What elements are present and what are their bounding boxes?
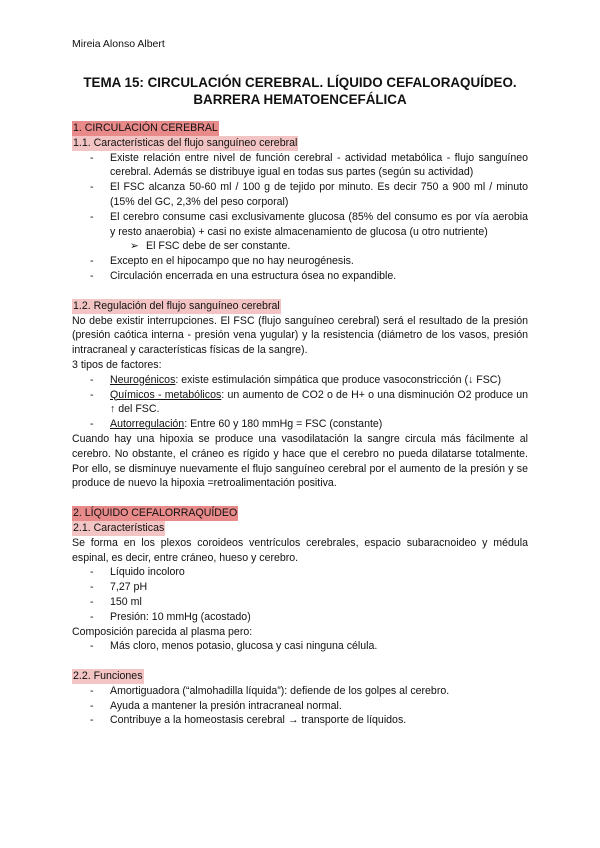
list-item: - Amortiguadora (“almohadilla líquida”): defiende de los golpes al cerebro. <box>72 684 528 699</box>
list-item: - Líquido incoloro <box>72 565 528 580</box>
paragraph: Cuando hay una hipoxia se produce una vasodilatación la sangre circula más fácilmente al cerebro. No obstante, el cráneo es rígido y hace que el cerebro no pueda dilatarse totalmente. Por ello, se disminuye nuevamente el flujo sanguíneo cerebral por el aumento de la presión y se produce de nuevo la hipoxia =retroalimentación positiva. <box>72 432 528 490</box>
paragraph: Composición parecida al plasma pero: <box>72 625 253 638</box>
list-item: - Más cloro, menos potasio, glucosa y casi ninguna célula. <box>72 639 528 654</box>
factor-term: Autorregulación <box>110 418 185 431</box>
list-item: - El cerebro consume casi exclusivamente glucosa (85% del consumo es por vía aerobia y resto anaerobia) + casi no existe almacenamiento de glucosa (u otro nutriente) <box>72 210 528 240</box>
section-heading-2: 2. LÍQUIDO CEFALORRAQUÍDEO <box>73 507 238 520</box>
properties-list <box>72 565 528 624</box>
list-item: - 150 ml <box>72 595 528 610</box>
list-item: - 7,27 pH <box>72 580 528 595</box>
list-item: - El FSC alcanza 50-60 ml / 100 g de tejido por minuto. Es decir 750 a 900 ml / minuto (15% del GC, 2,3% del peso corporal) <box>72 180 528 210</box>
paragraph: Se forma en los plexos coroideos ventrículos cerebrales, espacio subaracnoideo y médula espinal, es decir, entre cráneo, hueso y cerebro. <box>72 536 528 564</box>
section-heading-1: 1. CIRCULACIÓN CEREBRAL <box>73 122 218 134</box>
paragraph: 3 tipos de factores: <box>72 358 162 371</box>
arrow-item-text: El FSC debe de ser constante. <box>146 240 291 253</box>
list-item: - Ayuda a mantener la presión intracraneal normal. <box>72 699 528 714</box>
list-item <box>72 373 528 388</box>
factor-term: Neurogénicos <box>110 373 176 386</box>
list-item: - Existe relación entre nivel de función cerebral - actividad metabólica - flujo sanguíneo cerebral. Además se distribuye igual en todas sus partes (según su actividad) <box>72 151 528 181</box>
title-line-1: TEMA 15: CIRCULACIÓN CEREBRAL. LÍQUIDO CEFALORAQUÍDEO. <box>83 75 517 90</box>
list-item <box>72 417 528 432</box>
features-list <box>72 151 528 240</box>
factor-text: : un aumento de CO2 o de H+ o una disminución O2 produce un ↑ del FSC. <box>110 388 529 416</box>
document-title <box>72 74 528 108</box>
list-item <box>72 388 528 418</box>
subsection-heading-1-1: 1.1. Características del flujo sanguíneo cerebral <box>73 136 298 149</box>
factor-text: : Entre 60 y 180 mmHg = FSC (constante) <box>184 418 383 431</box>
features-list-continued <box>72 254 528 284</box>
author-name: Mireia Alonso Albert <box>72 38 165 50</box>
title-line-2: BARRERA HEMATOENCEFÁLICA <box>193 92 407 107</box>
paragraph: No debe existir interrupciones. El FSC (flujo sanguíneo cerebral) será el resultado de la presión (presión caótica interna - presión vena yugular) y la resistencia (diámetro de los vasos, presión intracraneal y características físicas de la sangre). <box>72 314 528 357</box>
composition-list <box>72 639 528 654</box>
factor-term: Químicos - metabólicos <box>110 388 222 401</box>
list-item: - Circulación encerrada en una estructura ósea no expandible. <box>72 269 528 284</box>
arrow-bullet-icon: ➢ <box>130 240 139 253</box>
list-item: - Contribuye a la homeostasis cerebral → transporte de líquidos. <box>72 713 528 728</box>
document-body <box>72 121 528 728</box>
factor-text: : existe estimulación simpática que produce vasoconstricción (↓ FSC) <box>175 373 501 386</box>
subsection-heading-1-2: 1.2. Regulación del flujo sanguíneo cerebral <box>73 299 280 312</box>
list-item: - Presión: 10 mmHg (acostado) <box>72 610 528 625</box>
subsection-heading-2-1: 2.1. Características <box>73 521 165 534</box>
factors-list <box>72 373 528 432</box>
arrow-bullet-item <box>72 239 528 254</box>
list-item: - Excepto en el hipocampo que no hay neurogénesis. <box>72 254 528 269</box>
subsection-heading-2-2: 2.2. Funciones <box>73 670 143 683</box>
functions-list <box>72 684 528 728</box>
